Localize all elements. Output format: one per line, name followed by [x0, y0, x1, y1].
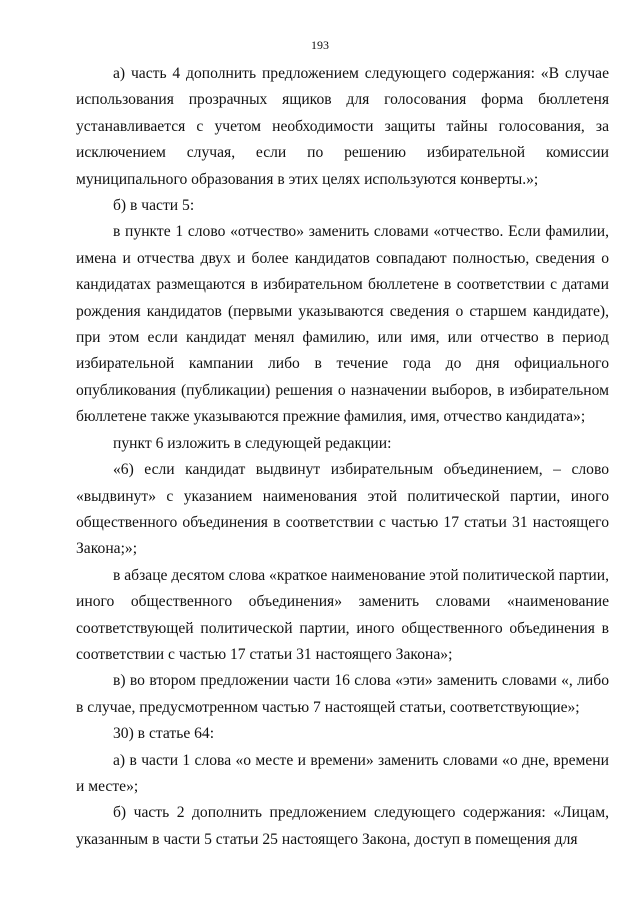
document-body: [76, 61, 609, 853]
paragraph-part5-heading: б) в части 5:: [113, 197, 195, 215]
paragraph-point6-text: «6) если кандидат выдвинут избирательным объединением, – слово «выдвинут» с указанием наименования этой политической партии, иного общественного объединения в соответствии с частью 17 статьи 31 настоящего Закона;»;: [76, 461, 609, 558]
paragraph-point1-amendment: в пункте 1 слово «отчество» заменить словами «отчество. Если фамилии, имена и отчества двух и более кандидатов совпадают полностью, сведения о кандидатах размещаются в избирательном бюллетене в соответствии с датами рождения кандидатов (первыми указываются сведения о старшем кандидате), при этом если кандидат менял фамилию, или имя, или отчество в период избирательной кампании либо в течение года до дня официального опубликования (публикации) решения о назначении выборов, в избирательном бюллетене также указываются прежние фамилия, имя, отчество кандидата»;: [76, 223, 609, 426]
paragraph-tenth-abzac: в абзаце десятом слова «краткое наименование этой политической партии, иного общественного объединения» заменить словами «наименование соответствующей политической партии, иного общественного объединения в соответствии с частью 17 статьи 31 настоящего Закона»;: [76, 566, 609, 663]
paragraph-article64-heading: 30) в статье 64:: [113, 725, 215, 743]
paragraph-part4-amendment: а) часть 4 дополнить предложением следующего содержания: «В случае использования прозрачных ящиков для голосования форма бюллетеня устанавливается с учетом необходимости защиты тайны голосования, за исключением случая, если по решению избирательной комиссии муниципального образования в этих целях используются конверты.»;: [76, 65, 609, 188]
paragraph-article64-part2: б) часть 2 дополнить предложением следующего содержания: «Лицам, указанным в части 5 статьи 25 настоящего Закона, доступ в помещения для: [76, 804, 609, 848]
page-number: 193: [311, 38, 329, 52]
paragraph-part16-amendment: в) во втором предложении части 16 слова «эти» заменить словами «, либо в случае, предусмотренном частью 7 настоящей статьи, соответствующие»;: [76, 672, 609, 716]
paragraph-point6-heading: пункт 6 изложить в следующей редакции:: [113, 434, 392, 452]
paragraph-article64-part1: а) в части 1 слова «о месте и времени» заменить словами «о дне, времени и месте»;: [76, 751, 609, 795]
